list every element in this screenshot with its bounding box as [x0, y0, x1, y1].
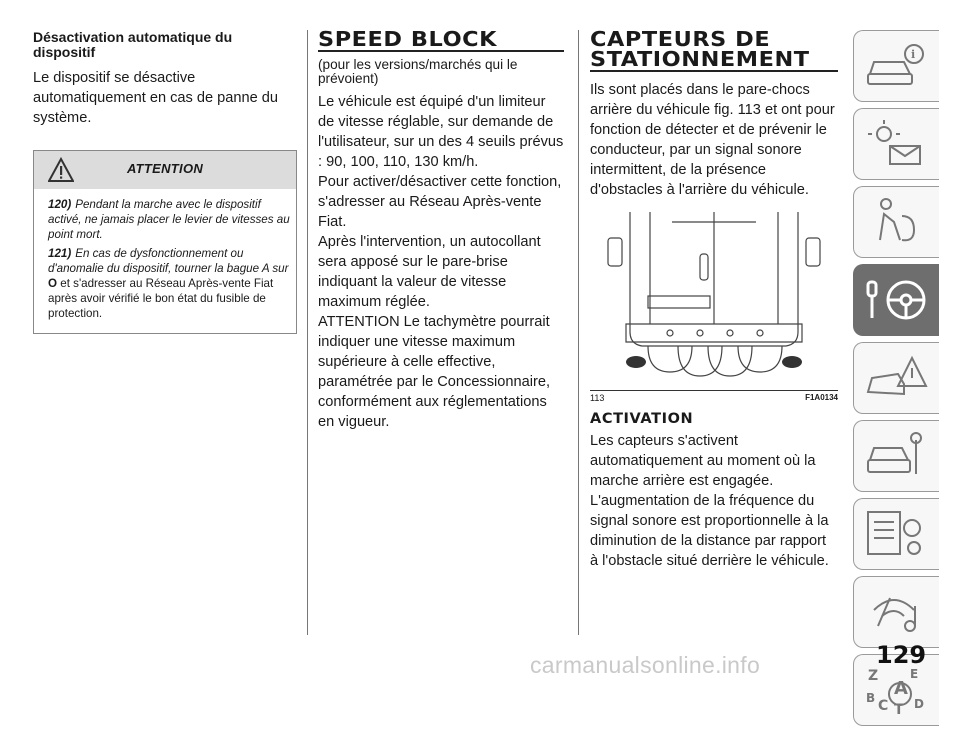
section-heading-speed-block: SPEED BLOCK	[318, 27, 498, 51]
figure-number: 113	[590, 393, 605, 403]
svg-text:i: i	[911, 48, 916, 61]
warning-text-italic: En cas de dysfonctionnement ou d'anomalie du dispositif, tourner la bague A sur	[48, 247, 289, 275]
column-divider	[578, 30, 579, 635]
page-number: 129	[876, 641, 927, 669]
subheading-auto-deactivation: Désactivation automatique du dispositif	[33, 29, 233, 60]
tab-warning-lights[interactable]	[853, 108, 939, 180]
paragraph: ATTENTION Le tachymètre pourrait indiquer une vitesse maximum supérieure à celle effective, paramétrée par le Concessionnaire, conformément aux réglementations en vigueur.	[318, 314, 551, 430]
svg-text:C: C	[878, 698, 889, 714]
tab-breakdown[interactable]	[853, 342, 939, 414]
warning-title: ATTENTION	[126, 161, 204, 176]
paragraph: Pour activer/désactiver cette fonction, s'adresser au Réseau Après-vente Fiat.	[318, 174, 562, 230]
figure-code: F1A0134	[805, 393, 838, 402]
multimedia-icon	[864, 586, 928, 638]
column-2	[318, 27, 564, 432]
svg-text:D: D	[914, 697, 924, 711]
car-service-icon	[864, 430, 928, 482]
heading-wrapper	[318, 27, 564, 52]
paragraph-activation: Les capteurs s'activent automatiquement au moment où la marche arrière est engagée. L'augmentation de la fréquence du signal sonore est proportionnelle à la diminution de la distance par rapport à l'obstacle situé derrière le véhicule.	[590, 433, 829, 569]
warning-item-120	[48, 197, 291, 242]
tab-specifications[interactable]	[853, 498, 939, 570]
tab-car-info[interactable]	[853, 30, 939, 102]
warning-body	[34, 189, 296, 333]
key-steering-wheel-icon	[864, 274, 928, 326]
column-1	[33, 30, 297, 334]
svg-text:T: T	[894, 702, 904, 716]
warning-number: 120)	[48, 198, 72, 211]
warning-box	[33, 150, 297, 334]
figure-caption	[590, 393, 838, 403]
svg-text:Z: Z	[868, 668, 879, 684]
ring-position-letter: O	[48, 277, 58, 290]
heading-wrapper	[590, 27, 838, 72]
tab-starting-driving[interactable]	[853, 264, 939, 336]
column-divider	[307, 30, 308, 635]
index-alphabet-icon	[864, 664, 928, 716]
version-note: (pour les versions/marchés qui le prévoient)	[318, 57, 518, 86]
seat-airbag-icon	[864, 196, 928, 248]
specifications-gears-icon	[864, 508, 928, 560]
figure-113	[590, 212, 838, 391]
paragraph-parking-sensors: Ils sont placés dans le pare-chocs arrière du véhicule fig. 113 et ont pour fonction de détecter et de prévenir le conducteur, par un signal sonore intermittent, de la présence d'obstacles à l'arrière du véhicule.	[590, 82, 835, 198]
column-3	[590, 27, 838, 571]
warning-item-121	[48, 246, 291, 321]
warning-text: Pendant la marche avec le dispositif activé, ne jamais placer le levier de vitesses au point mort.	[48, 198, 290, 241]
section-heading-parking-sensors-1: CAPTEURS DE	[590, 27, 771, 51]
breakdown-triangle-icon	[864, 352, 928, 404]
paragraph-auto-deactivation: Le dispositif se désactive automatiquement en cas de panne du système.	[33, 70, 279, 126]
tab-multimedia[interactable]	[853, 576, 939, 648]
car-info-icon	[864, 40, 928, 92]
tab-car-service[interactable]	[853, 420, 939, 492]
tab-seat-airbag[interactable]	[853, 186, 939, 258]
svg-text:A: A	[894, 678, 908, 699]
warning-number: 121)	[48, 247, 72, 260]
paragraph: Le véhicule est équipé d'un limiteur de vitesse réglable, sur demande de l'utilisateur, sur un des 4 seuils prévus : 90, 100, 110, 130 km/h.	[318, 94, 564, 170]
paragraph: Après l'intervention, un autocollant sera apposé sur le pare-brise indiquant la valeur de vitesse maximum réglée.	[318, 234, 541, 310]
chapter-sidebar	[853, 30, 939, 732]
warning-lights-icon	[864, 118, 928, 170]
svg-text:B: B	[866, 691, 876, 705]
watermark[interactable]: carmanualsonline.info	[530, 652, 761, 678]
subheading-activation: ACTIVATION	[590, 411, 694, 427]
svg-text:E: E	[910, 667, 919, 681]
section-heading-parking-sensors-2: STATIONNEMENT	[590, 47, 810, 71]
warning-text-plain: et s'adresser au Réseau Après-vente Fiat après avoir vérifié le bon état du fusible de protection.	[48, 277, 274, 320]
van-rear-bumper-illustration	[590, 212, 838, 390]
warning-header	[34, 151, 296, 189]
